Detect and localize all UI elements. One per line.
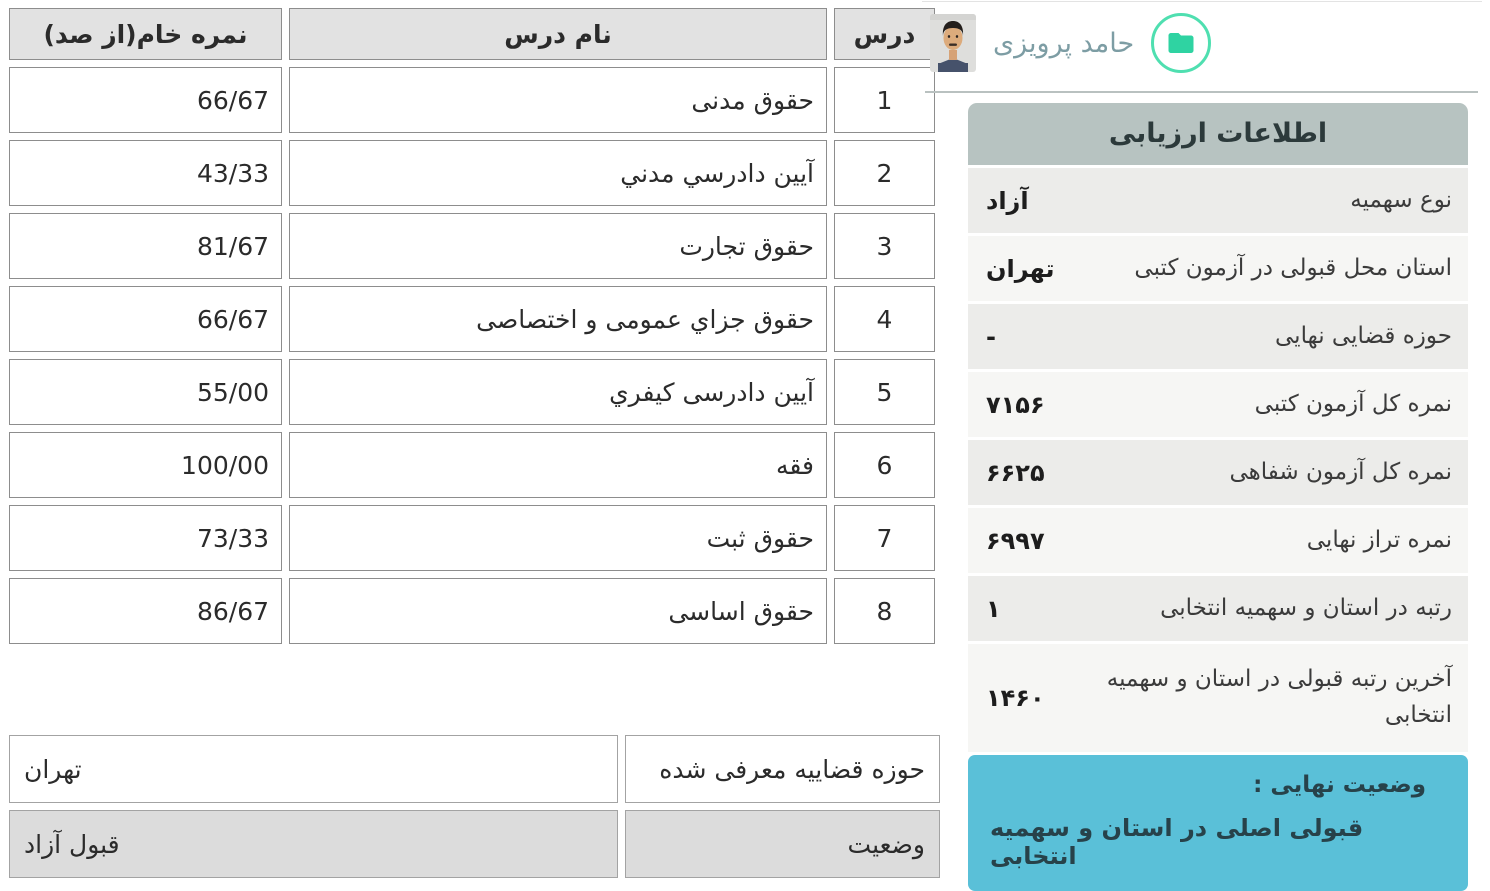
courses-table	[2, 1, 942, 651]
result-summary-table	[2, 728, 947, 885]
lesson-score-cell: 100/00	[9, 432, 282, 498]
final-status-value: قبولی اصلی در استان و سهمیه انتخابی	[990, 814, 1364, 870]
lesson-score-cell: 55/00	[9, 359, 282, 425]
row-value: -	[986, 322, 996, 351]
row-label: نمره کل آزمون شفاهی	[1229, 458, 1452, 485]
introduced-district-value-text: تهران	[24, 754, 82, 784]
panel-row-final-judicial-district	[968, 304, 1468, 369]
table-row	[9, 140, 935, 206]
lesson-name-cell: حقوق ثبت	[289, 505, 827, 571]
lesson-score-cell: 43/33	[9, 140, 282, 206]
lesson-name-cell: آیین دادرسی کیفري	[289, 359, 827, 425]
row-label: رتبه در استان و سهمیه انتخابی	[1160, 594, 1452, 621]
lesson-number-cell: 5	[834, 359, 935, 425]
row-value: ۶۶۲۵	[986, 458, 1045, 487]
lesson-number-cell: 7	[834, 505, 935, 571]
table-row	[9, 67, 935, 133]
panel-row-quota-type	[968, 168, 1468, 233]
row-value: ۷۱۵۶	[986, 390, 1045, 419]
lesson-score-cell: 81/67	[9, 213, 282, 279]
user-name: حامد پرویزی	[993, 27, 1135, 59]
lesson-number-cell: 6	[834, 432, 935, 498]
row-value: ۱۴۶۰	[986, 684, 1045, 712]
panel-row-last-accepted-rank	[968, 644, 1468, 752]
lesson-name-cell: حقوق مدنی	[289, 67, 827, 133]
lesson-number-cell: 4	[834, 286, 935, 352]
row-label: آخرین رتبه قبولی در استان و سهمیه انتخابی	[1106, 666, 1452, 728]
column-header-raw-score: نمره خام(از صد)	[9, 8, 282, 60]
avatar	[930, 14, 976, 72]
table-row	[9, 359, 935, 425]
panel-row-final-balanced-score	[968, 508, 1468, 573]
lesson-number-cell: 3	[834, 213, 935, 279]
final-status-label: وضعیت نهایی :	[1253, 772, 1426, 798]
lesson-score-cell: 73/33	[9, 505, 282, 571]
lesson-name-cell: حقوق جزاي عمومی و اختصاصی	[289, 286, 827, 352]
panel-row-rank-in-province	[968, 576, 1468, 641]
lesson-name-cell: فقه	[289, 432, 827, 498]
table-row	[9, 213, 935, 279]
lesson-number-cell: 1	[834, 67, 935, 133]
lesson-score-cell: 86/67	[9, 578, 282, 644]
row-label: نمره کل آزمون کتبی	[1254, 390, 1452, 417]
row-label: نوع سهمیه	[1350, 186, 1452, 213]
row-label: حوزه قضایی نهایی	[1275, 322, 1452, 349]
status-value	[9, 810, 618, 878]
table-row	[9, 286, 935, 352]
status-label: وضعیت	[625, 810, 940, 878]
profile-divider	[925, 91, 1478, 93]
lesson-score-cell: 66/67	[9, 286, 282, 352]
row-value: آزاد	[986, 186, 1029, 215]
evaluation-section	[920, 0, 1490, 882]
row-label: استان محل قبولی در آزمون کتبی	[1134, 254, 1452, 281]
row-value: ۶۹۹۷	[986, 526, 1045, 555]
lesson-name-cell: حقوق اساسی	[289, 578, 827, 644]
lesson-name-cell: آیین دادرسي مدني	[289, 140, 827, 206]
lesson-name-cell: حقوق تجارت	[289, 213, 827, 279]
panel-row-written-total-score	[968, 372, 1468, 437]
row-label: نمره تراز نهایی	[1306, 526, 1452, 553]
row-value: تهران	[986, 254, 1055, 283]
folder-button[interactable]	[1151, 13, 1211, 73]
profile-bar	[930, 12, 1211, 74]
lesson-number-cell: 8	[834, 578, 935, 644]
courses-header-row	[9, 8, 935, 60]
panel-row-written-acceptance-province	[968, 236, 1468, 301]
top-divider	[922, 1, 1482, 2]
status-value-text: قبول آزاد	[24, 829, 120, 859]
table-row	[9, 432, 935, 498]
avatar-image	[930, 14, 976, 72]
row-value: ۱	[986, 594, 1001, 623]
introduced-district-value	[9, 735, 618, 803]
table-row	[9, 578, 935, 644]
introduced-district-label: حوزه قضاییه معرفی شده	[625, 735, 940, 803]
panel-title: اطلاعات ارزیابی	[968, 103, 1468, 165]
column-header-lesson-name: نام درس	[289, 8, 827, 60]
panel-row-oral-total-score	[968, 440, 1468, 505]
column-header-lesson-number: درس	[834, 8, 935, 60]
table-row	[9, 505, 935, 571]
status-row	[9, 810, 940, 878]
final-status-box	[968, 755, 1468, 891]
introduced-district-row	[9, 735, 940, 803]
folder-icon	[1166, 28, 1196, 58]
evaluation-panel	[968, 103, 1468, 891]
lesson-number-cell: 2	[834, 140, 935, 206]
lesson-score-cell: 66/67	[9, 67, 282, 133]
